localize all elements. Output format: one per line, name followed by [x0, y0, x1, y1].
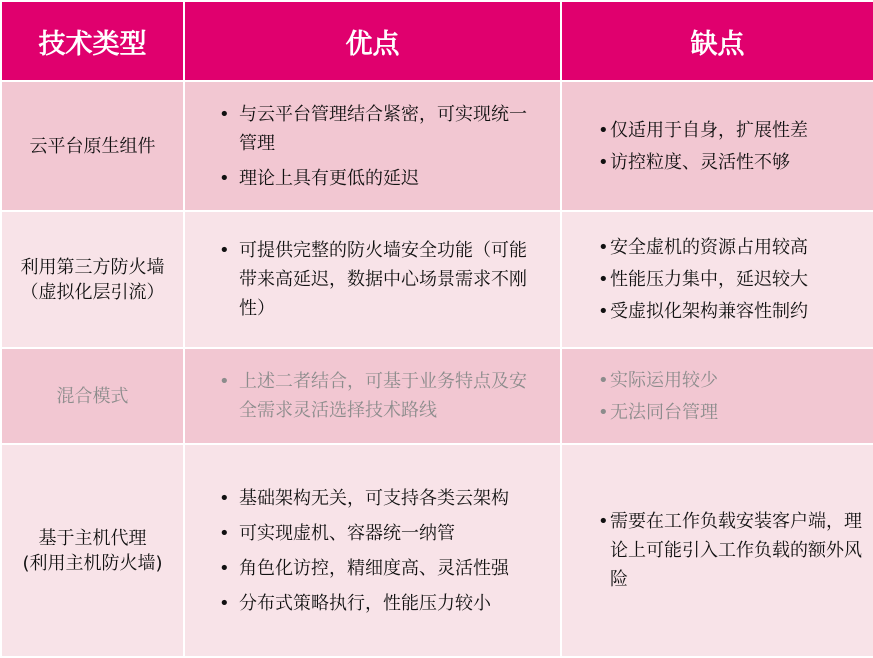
header-type: 技术类型 [1, 1, 184, 81]
pros-item: • 分布式策略执行，性能压力较小 [219, 589, 544, 618]
pros-item: • 上述二者结合，可基于业务特点及安全需求灵活选择技术路线 [219, 367, 544, 425]
cons-list [598, 233, 863, 326]
header-row [1, 1, 873, 81]
cons-item: • 受虚拟化架构兼容性制约 [598, 297, 863, 326]
table-row [1, 444, 873, 657]
cons-item: • 仅适用于自身，扩展性差 [598, 116, 863, 145]
cons-cell [561, 348, 873, 444]
cons-cell [561, 81, 873, 211]
pros-item: • 理论上具有更低的延迟 [219, 164, 544, 193]
type-cell: 混合模式 [1, 348, 184, 444]
cons-cell [561, 444, 873, 657]
table-row [1, 348, 873, 444]
header-cons: 缺点 [561, 1, 873, 81]
table-row [1, 81, 873, 211]
cons-list [598, 116, 863, 177]
cons-item: • 性能压力集中，延迟较大 [598, 265, 863, 294]
pros-item: • 角色化访控，精细度高、灵活性强 [219, 554, 544, 583]
pros-cell [184, 81, 561, 211]
cons-item: • 实际运用较少 [598, 366, 863, 395]
cons-item: • 需要在工作负载安装客户端，理论上可能引入工作负载的额外风险 [598, 507, 863, 594]
header-pros: 优点 [184, 1, 561, 81]
pros-item: • 与云平台管理结合紧密，可实现统一管理 [219, 100, 544, 158]
pros-item: • 可提供完整的防火墙安全功能（可能带来高延迟，数据中心场景需求不刚性） [219, 236, 544, 323]
pros-item: • 可实现虚机、容器统一纳管 [219, 519, 544, 548]
cons-item: • 访控粒度、灵活性不够 [598, 148, 863, 177]
pros-cell [184, 211, 561, 348]
pros-list [219, 236, 544, 323]
pros-list [219, 100, 544, 193]
pros-cell [184, 444, 561, 657]
type-cell: 云平台原生组件 [1, 81, 184, 211]
cons-list [598, 366, 863, 427]
pros-item: • 基础架构无关，可支持各类云架构 [219, 484, 544, 513]
pros-cell [184, 348, 561, 444]
pros-list [219, 484, 544, 618]
cons-cell [561, 211, 873, 348]
pros-list [219, 367, 544, 425]
type-cell: 利用第三方防火墙（虚拟化层引流） [1, 211, 184, 348]
cons-list [598, 507, 863, 594]
table-row [1, 211, 873, 348]
cons-item: • 无法同台管理 [598, 398, 863, 427]
cons-item: • 安全虚机的资源占用较高 [598, 233, 863, 262]
type-cell: 基于主机代理 (利用主机防火墙) [1, 444, 184, 657]
